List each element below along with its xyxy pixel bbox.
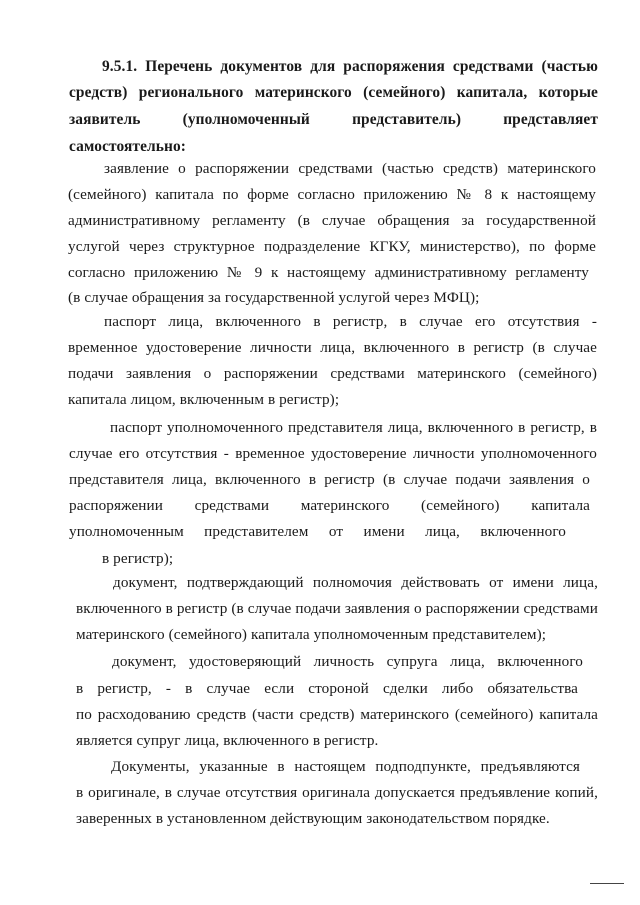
p3-line-6: в регистр);	[102, 550, 174, 567]
p2-line-3: подачи заявления о распоряжении средствами материнского (семейного)	[68, 365, 597, 382]
footer-rule	[590, 883, 624, 884]
p2-line-1: паспорт лица, включенного в регистр, в случае его отсутствия -	[104, 313, 597, 330]
p3-line-1: паспорт уполномоченного представителя лица, включенного в регистр, в	[110, 419, 597, 436]
p1-line-2: (семейного) капитала по форме согласно приложению № 8 к настоящему	[68, 186, 596, 203]
p3-line-3: представителя лица, включенного в регистр (в случае подачи заявления о	[69, 471, 590, 488]
p4-line-2: включенного в регистр (в случае подачи заявления о распоряжении средствами	[76, 600, 598, 617]
p3-line-5: уполномоченным представителем от имени лица, включенного	[69, 523, 566, 540]
p5-line-4: является супруг лица, включенного в регистр.	[76, 732, 379, 749]
p1-line-6: (в случае обращения за государственной услугой через МФЦ);	[68, 289, 480, 306]
p6-line-2: в оригинале, в случае отсутствия оригинала допускается предъявление копий,	[76, 784, 598, 801]
p1-line-3: административному регламенту (в случае обращения за государственной	[68, 212, 596, 229]
p4-line-1: документ, подтверждающий полномочия действовать от имени лица,	[113, 574, 598, 591]
p1-line-1: заявление о распоряжении средствами (частью средств) материнского	[104, 160, 596, 177]
heading-line-1: 9.5.1. Перечень документов для распоряжения средствами (частью	[102, 58, 598, 75]
p2-line-2: временное удостоверение личности лица, включенного в регистр (в случае	[68, 339, 597, 356]
p1-line-4: услугой через структурное подразделение КГКУ, министерство), по форме	[68, 238, 596, 255]
p3-line-2: случае его отсутствия - временное удостоверение личности уполномоченного	[69, 445, 597, 462]
heading-line-2: средств) регионального материнского (семейного) капитала, которые	[69, 84, 598, 101]
p5-line-3: по расходованию средств (части средств) материнского (семейного) капитала	[76, 706, 598, 723]
heading-line-3: заявитель (уполномоченный представитель) представляет	[69, 111, 598, 128]
p3-line-4: распоряжении средствами материнского (семейного) капитала	[69, 497, 590, 514]
p4-line-3: материнского (семейного) капитала уполномоченным представителем);	[76, 626, 547, 643]
heading-line-4: самостоятельно:	[69, 138, 186, 155]
p6-line-1: Документы, указанные в настоящем подподпункте, предъявляются	[111, 758, 580, 775]
p2-line-4: капитала лицом, включенным в регистр);	[68, 391, 340, 408]
p6-line-3: заверенных в установленном действующим законодательством порядке.	[76, 810, 550, 827]
p5-line-2: в регистр, - в случае если стороной сделки либо обязательства	[76, 680, 578, 697]
p1-line-5: согласно приложению № 9 к настоящему административному регламенту	[68, 264, 589, 281]
p5-line-1: документ, удостоверяющий личность супруга лица, включенного	[112, 653, 583, 670]
